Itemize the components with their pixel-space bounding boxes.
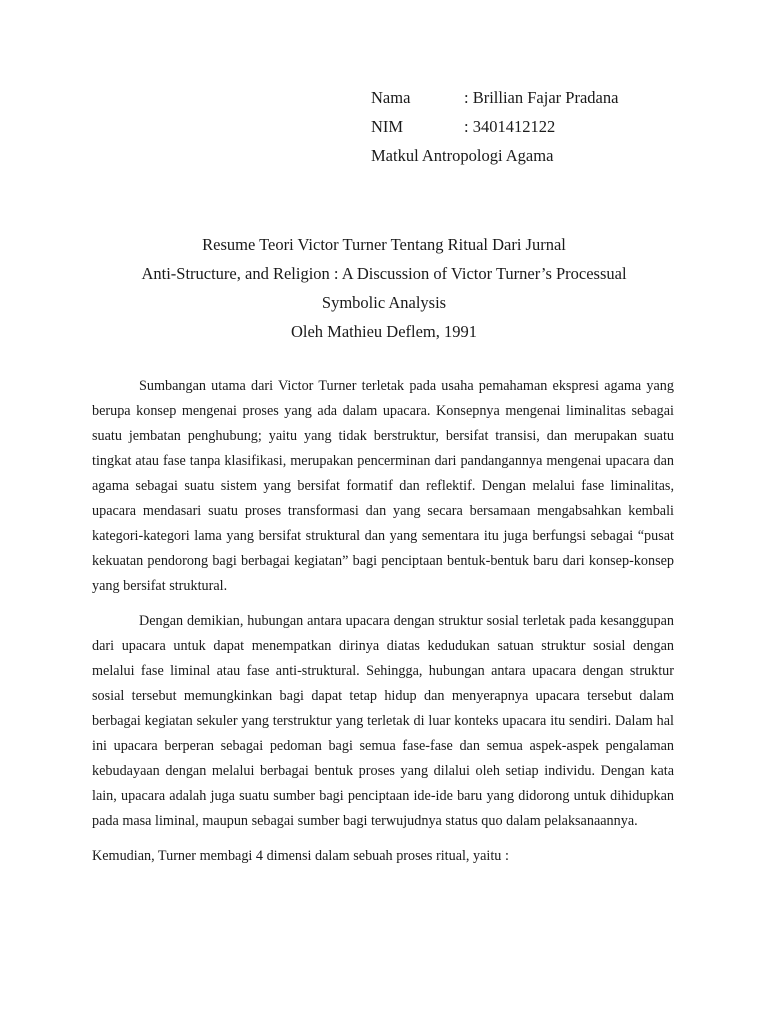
title-line-4: Oleh Mathieu Deflem, 1991 [290,322,478,341]
info-row-nama [371,86,618,115]
nim-label: NIM [371,117,404,136]
paragraph-2: Dengan demikian, hubungan antara upacara dengan struktur sosial terletak pada kesanggupan dari upacara untuk dapat menempatkan dirinya diatas kedudukan satuan struktur sosial dengan melalui fase liminal atau fase anti-struktural. Sehingga, hubungan antara upacara dengan struktur sosial tersebut memungkinkan bagi dapat tetap hidup dan menyerapnya upacara tersebut dalam berbagai kegiatan sekuler yang terstruktur yang terletak di luar konteks upacara itu sendiri. Dalam hal ini upacara berperan sebagai pedoman bagi semua fase-fase dan semua aspek-aspek pengalaman kebudayaan dengan melalui berbagai bentuk proses yang dilalui oleh setiap individu. Dengan kata lain, upacara adalah juga suatu sumber bagi penciptaan ide-ide baru yang didorong untuk dihidupkan pada masa liminal, maupun sebagai sumber bagi terwujudnya status quo dalam pelaksanaannya. [92,613,674,829]
title-line-3: Symbolic Analysis [321,293,447,312]
paragraph-1: Sumbangan utama dari Victor Turner terletak pada usaha pemahaman ekspresi agama yang berupa konsep mengenai proses yang ada dalam upacara. Konsepnya mengenai liminalitas sebagai suatu jembatan penghubung; yaitu yang tidak berstruktur, bersifat transisi, dan merupakan suatu tingkat atau fase tanpa klasifikasi, merupakan pencerminan dari pandangannya mengenai upacara dan agama sebagai suatu sistem yang bersifat formatif dan reflektif. Dengan melalui fase liminalitas, upacara mendasari suatu proses transformasi dan yang secara bersamaan mengabsahkan kembali kategori-kategori lama yang bersifat struktural dan yang sementara itu juga berfungsi sebagai “pusat kekuatan pendorong bagi berbagai kegiatan” bagi penciptaan bentuk-bentuk baru dari konsep-konsep yang bersifat struktural. [92,378,674,594]
nim-value: : 3401412122 [464,117,556,136]
info-row-matkul [371,144,618,173]
info-row-nim [371,115,618,144]
title-line-2: Anti-Structure, and Religion : A Discussion of Victor Turner’s Processual [141,264,627,283]
title-line-1: Resume Teori Victor Turner Tentang Ritual Dari Jurnal [202,235,566,254]
nama-value: : Brillian Fajar Pradana [464,88,619,107]
nama-label: Nama [371,88,411,107]
paragraph-3: Kemudian, Turner membagi 4 dimensi dalam sebuah proses ritual, yaitu : [92,848,509,864]
matkul-text: Matkul Antropologi Agama [371,146,554,165]
document-title [0,233,768,349]
document-body [92,374,674,879]
student-info [371,86,618,173]
